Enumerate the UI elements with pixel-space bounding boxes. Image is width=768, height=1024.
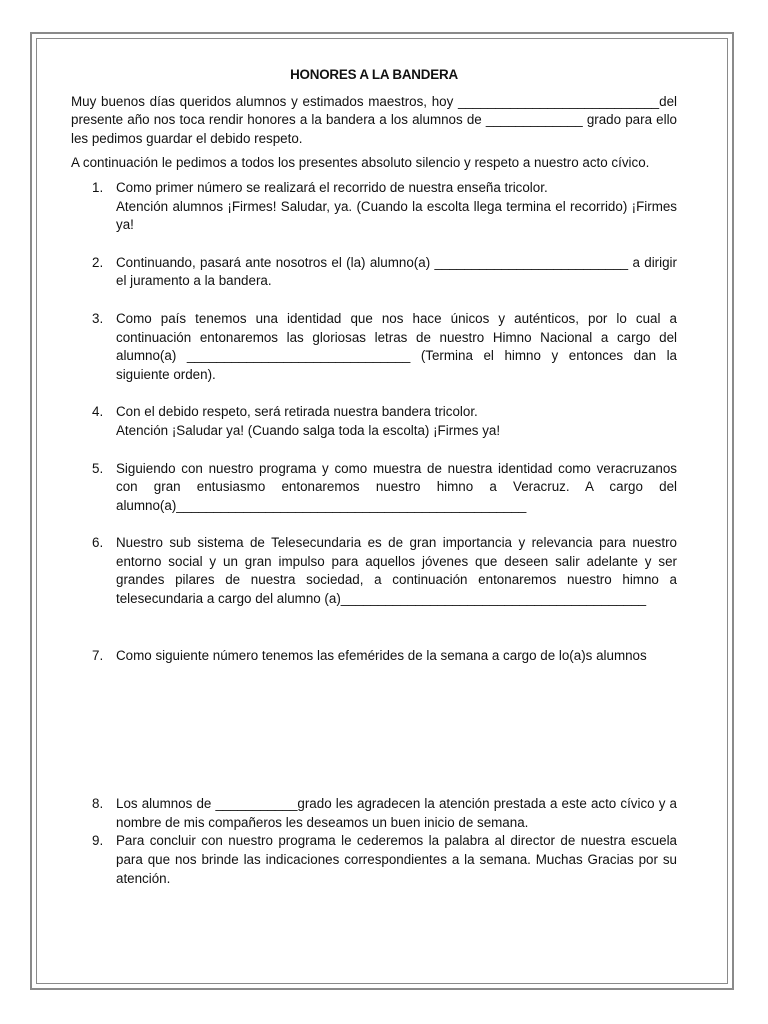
list-item	[71, 460, 677, 516]
item-number: 2.	[92, 254, 104, 270]
item-text: Como primer número se realizará el recorrido de nuestra enseña tricolor.	[116, 179, 548, 195]
list-item	[71, 795, 677, 832]
item-number: 7.	[92, 647, 104, 663]
list-item	[71, 534, 677, 608]
item-text: Los alumnos de ___________grado les agradecen la atención prestada a este acto cívico y a nombre de mis compañeros les deseamos un buen inicio de semana.	[116, 796, 677, 830]
item-instruction: Atención ¡Saludar ya! (Cuando salga toda la escolta) ¡Firmes ya!	[116, 422, 501, 438]
item-instruction: Atención alumnos ¡Firmes! Saludar, ya. (Cuando la escolta llega termina el recorrido) ¡Firmes ya!	[116, 198, 677, 233]
list-item	[71, 179, 677, 235]
item-text: Nuestro sub sistema de Telesecundaria es de gran importancia y relevancia para nuestro entorno social y un gran impulso para aquellos jóvenes que deseen salir adelante y ser grandes pilares de nuestra sociedad, a continuación entonaremos nuestro himno a telesecundaria a cargo del alumno (a)_________________________________________	[116, 535, 677, 607]
list-item	[71, 832, 677, 888]
item-number: 3.	[92, 310, 104, 326]
item-number: 4.	[92, 404, 104, 420]
document-title: HONORES A LA BANDERA	[290, 67, 458, 82]
list-item	[71, 647, 677, 666]
item-text: Con el debido respeto, será retirada nuestra bandera tricolor.	[116, 404, 478, 420]
item-number: 1.	[92, 179, 104, 195]
item-number: 8.	[92, 796, 104, 812]
silence-paragraph: A continuación le pedimos a todos los presentes absoluto silencio y respeto a nuestro acto cívico.	[71, 155, 650, 171]
item-number: 9.	[92, 833, 104, 849]
item-text: Para concluir con nuestro programa le cederemos la palabra al director de nuestra escuela para que nos brinde las indicaciones correspondientes a la semana. Muchas Gracias por su atención.	[116, 833, 677, 886]
list-item	[71, 310, 677, 384]
item-number: 6.	[92, 535, 104, 551]
program-list	[71, 179, 677, 888]
item-text: Como país tenemos una identidad que nos hace únicos y auténticos, por lo cual a continuación entonaremos las gloriosas letras de nuestro Himno Nacional a cargo del alumno(a) ______________________________ (Termina el himno y entonces dan la siguiente orden).	[116, 310, 677, 382]
item-number: 5.	[92, 460, 104, 476]
list-item	[71, 254, 677, 291]
document-body	[71, 66, 677, 888]
item-text: Continuando, pasará ante nosotros el (la) alumno(a) __________________________ a dirigir el juramento a la bandera.	[116, 254, 677, 289]
list-item	[71, 403, 677, 440]
item-text: Como siguiente número tenemos las efemérides de la semana a cargo de lo(a)s alumnos	[116, 647, 647, 663]
intro-paragraph: Muy buenos días queridos alumnos y estimados maestros, hoy ___________________________del presente año nos toca rendir honores a la bandera a los alumnos de _____________ grado para ello les pedimos guardar el debido respeto.	[71, 93, 677, 146]
item-text: Siguiendo con nuestro programa y como muestra de nuestra identidad como veracruzanos con gran entusiasmo entonaremos nuestro himno a Veracruz. A cargo del alumno(a)_______________________________________________	[116, 460, 677, 513]
